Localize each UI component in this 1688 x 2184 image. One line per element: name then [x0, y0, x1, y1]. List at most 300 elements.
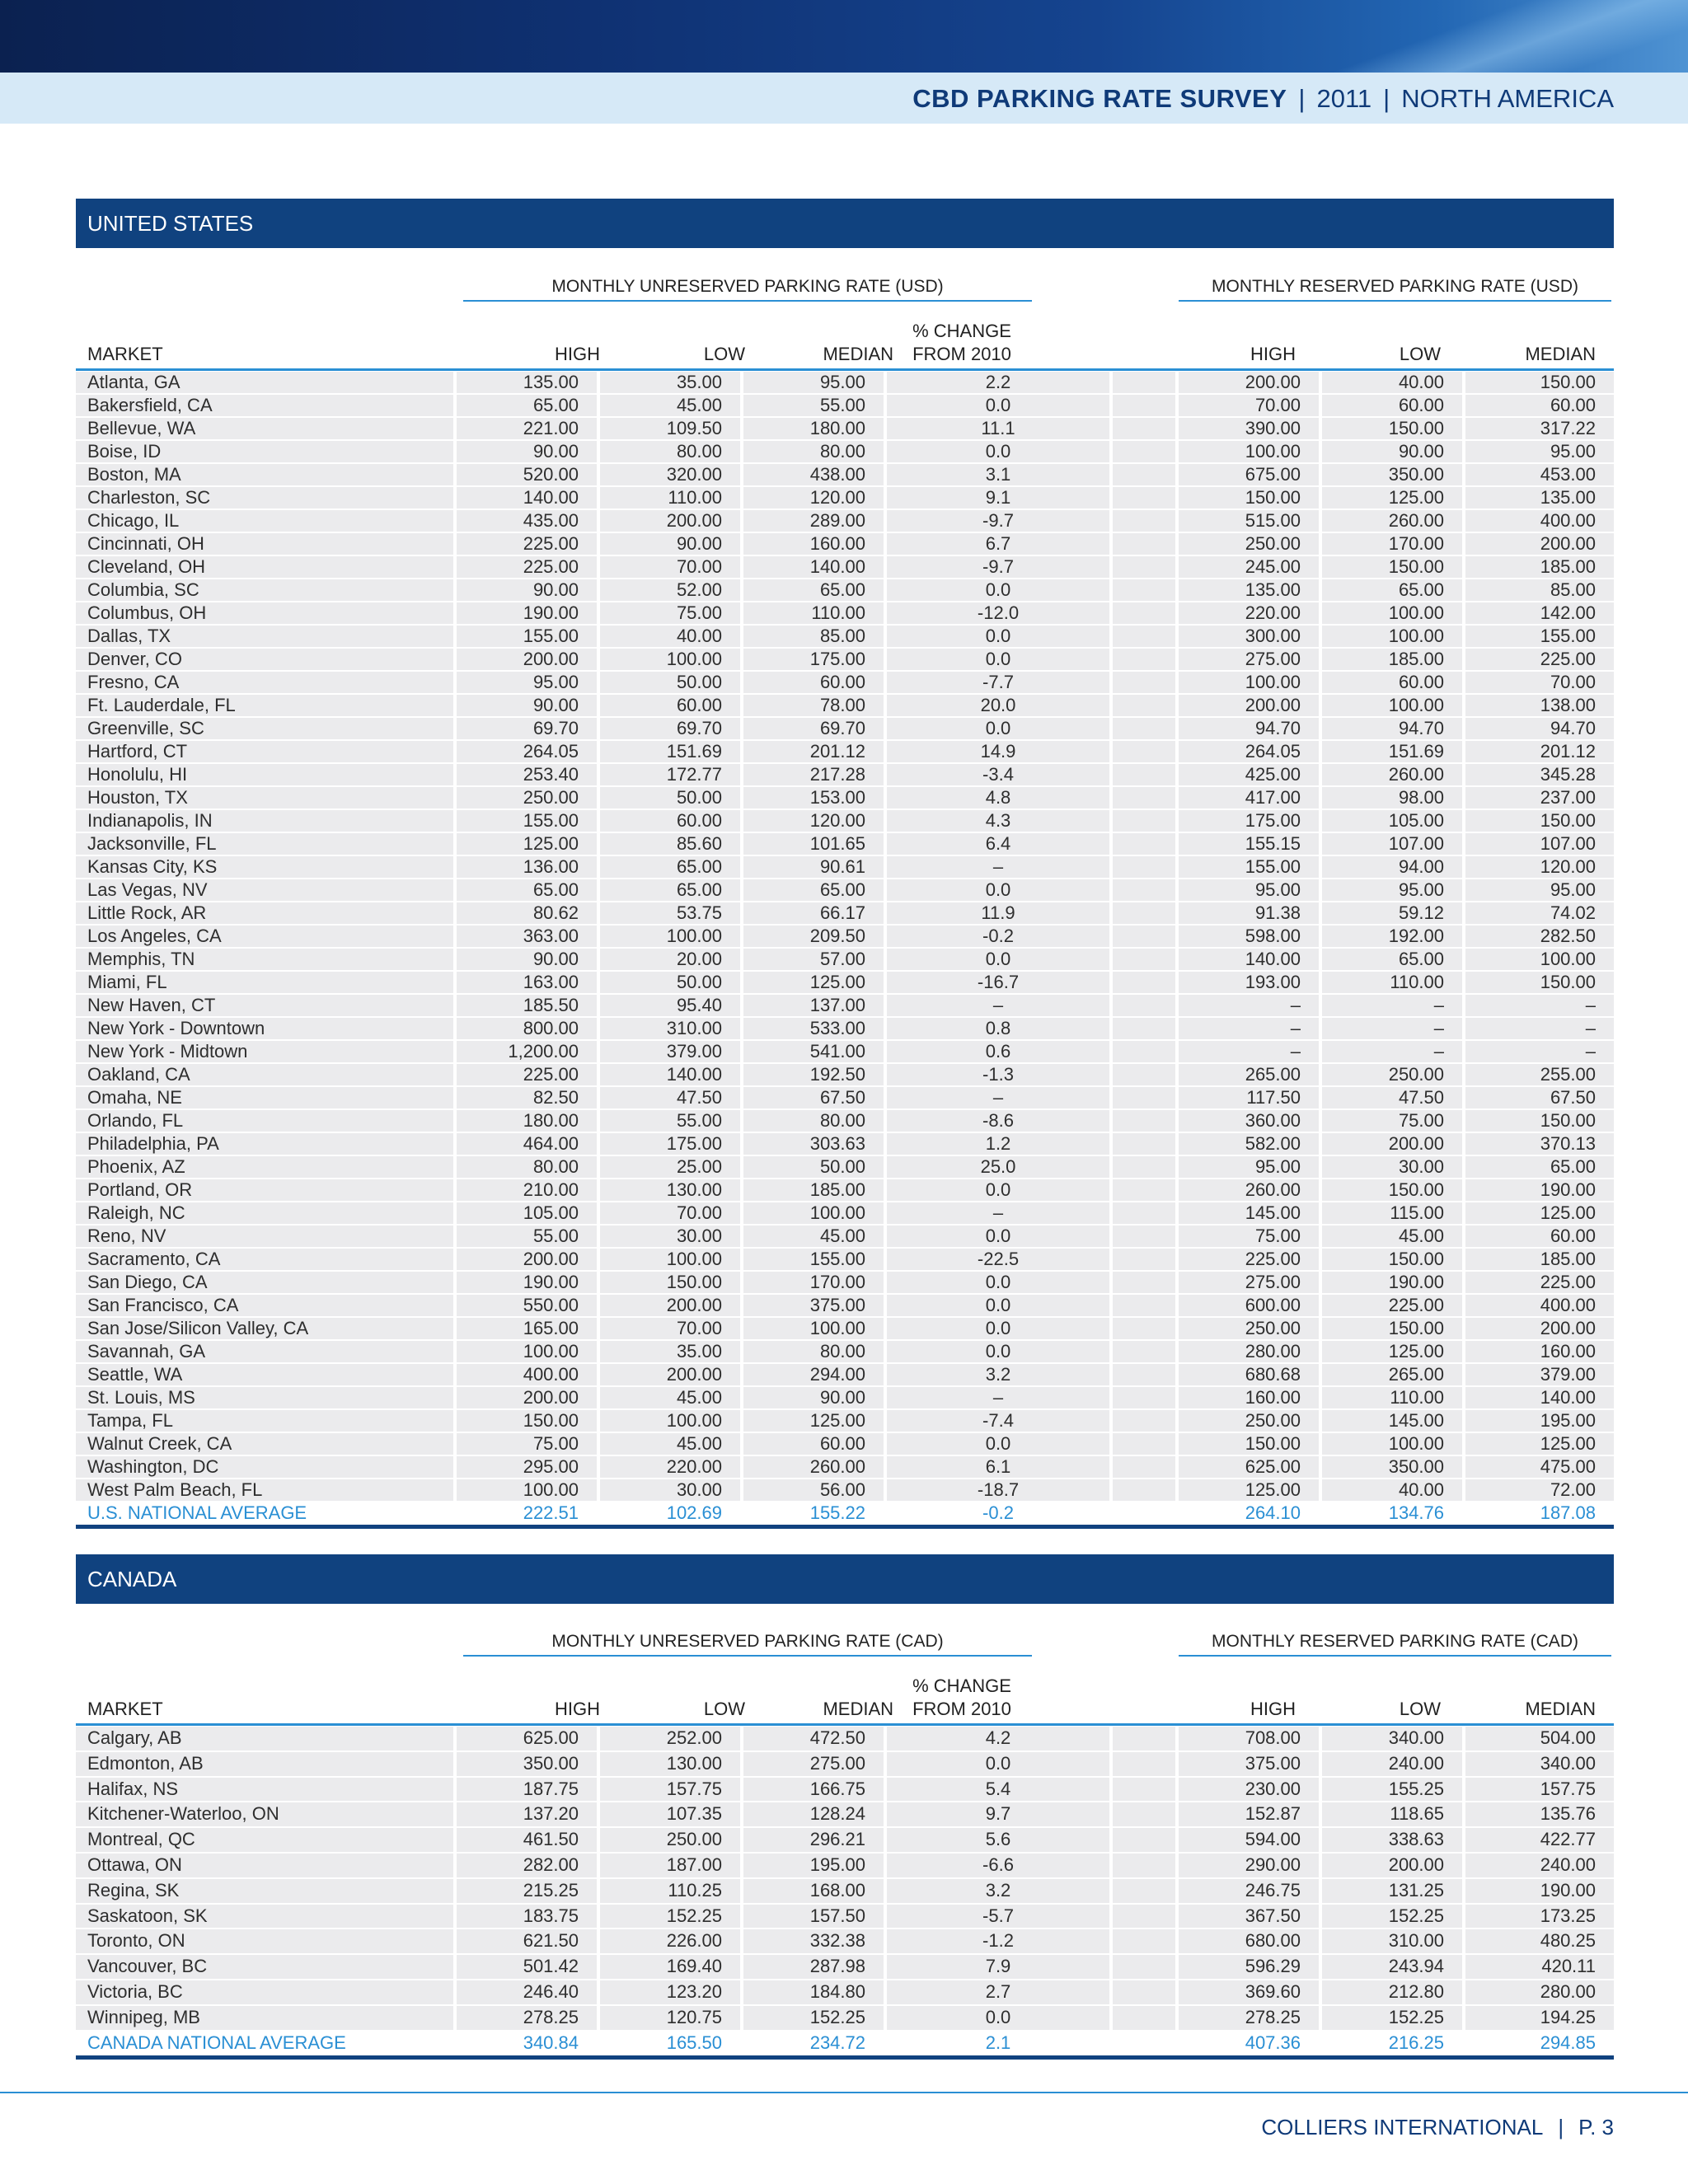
- unreserved-high-cell: 225.00: [457, 556, 597, 578]
- row-spacer: [1113, 926, 1175, 947]
- reserved-median-cell: 142.00: [1465, 602, 1614, 624]
- market-cell: Denver, CO: [76, 649, 453, 670]
- reserved-low-cell: 59.12: [1322, 902, 1462, 924]
- unreserved-median-cell: 95.00: [743, 372, 884, 393]
- reserved-high-cell: 152.87: [1179, 1802, 1319, 1826]
- table-row: [76, 1904, 1614, 1929]
- table-row: [76, 1409, 1614, 1432]
- table-row: [76, 671, 1614, 694]
- reserved-high-cell: –: [1179, 1041, 1319, 1062]
- row-spacer: [1113, 695, 1175, 716]
- market-cell: Saskatoon, SK: [76, 1905, 453, 1929]
- table-row: [76, 579, 1614, 602]
- reserved-median-cell: 150.00: [1465, 372, 1614, 393]
- unreserved-median-cell: 303.63: [743, 1133, 884, 1155]
- change-cell: 25.0: [887, 1156, 1109, 1178]
- table-row: [76, 1179, 1614, 1202]
- unreserved-high-cell: 95.00: [457, 672, 597, 693]
- reserved-high-cell: 155.15: [1179, 833, 1319, 855]
- row-spacer: [1113, 441, 1175, 462]
- unreserved-low-cell: 53.75: [600, 902, 740, 924]
- unreserved-high-cell: 278.25: [457, 2006, 597, 2030]
- unreserved-high-cell: 200.00: [457, 1387, 597, 1408]
- reserved-low-cell: 65.00: [1322, 949, 1462, 970]
- change-cell: -8.6: [887, 1110, 1109, 1132]
- reserved-high-cell: 70.00: [1179, 395, 1319, 416]
- row-spacer: [1113, 533, 1175, 555]
- unreserved-median-cell: 160.00: [743, 533, 884, 555]
- market-cell: CANADA NATIONAL AVERAGE: [87, 2032, 346, 2053]
- reserved-median-cell: 294.85: [1540, 2032, 1596, 2053]
- row-spacer: [1113, 764, 1175, 785]
- reserved-median-cell: 190.00: [1465, 1879, 1614, 1903]
- reserved-low-cell: 125.00: [1322, 487, 1462, 509]
- row-spacer: [1113, 972, 1175, 993]
- unreserved-high-cell: 222.51: [523, 1502, 579, 1523]
- market-cell: U.S. NATIONAL AVERAGE: [87, 1502, 307, 1523]
- unreserved-median-cell: 170.00: [743, 1272, 884, 1293]
- table-row: [76, 832, 1614, 855]
- change-cell: –: [887, 1387, 1109, 1408]
- market-cell: Calgary, AB: [76, 1727, 453, 1750]
- reserved-median-cell: 422.77: [1465, 1828, 1614, 1852]
- table-row: [76, 1726, 1614, 1751]
- col-header-change-line2: FROM 2010: [912, 1699, 1011, 1719]
- reserved-median-cell: 225.00: [1465, 649, 1614, 670]
- reserved-high-cell: 407.36: [1245, 2032, 1301, 2053]
- change-cell: -16.7: [887, 972, 1109, 993]
- table-row: [76, 1929, 1614, 1954]
- change-cell: 6.7: [887, 533, 1109, 555]
- col-header-res-high: HIGH: [1250, 344, 1296, 364]
- table-row: [76, 1827, 1614, 1853]
- reserved-high-cell: 94.70: [1179, 718, 1319, 739]
- unreserved-median-cell: 260.00: [743, 1456, 884, 1478]
- change-cell: 0.0: [887, 879, 1109, 901]
- row-spacer: [1113, 1249, 1175, 1270]
- table-row: [76, 855, 1614, 879]
- change-cell: -7.7: [887, 672, 1109, 693]
- market-cell: Los Angeles, CA: [76, 926, 453, 947]
- change-cell: 0.0: [887, 1341, 1109, 1362]
- reserved-median-cell: 400.00: [1465, 1295, 1614, 1316]
- unreserved-median-cell: 128.24: [743, 1802, 884, 1826]
- unreserved-median-cell: 201.12: [743, 741, 884, 762]
- unreserved-high-cell: 80.00: [457, 1156, 597, 1178]
- market-cell: Honolulu, HI: [76, 764, 453, 785]
- unreserved-median-cell: 209.50: [743, 926, 884, 947]
- reserved-high-cell: 675.00: [1179, 464, 1319, 485]
- reserved-high-cell: 125.00: [1179, 1479, 1319, 1501]
- reserved-median-cell: 255.00: [1465, 1064, 1614, 1085]
- unreserved-low-cell: 187.00: [600, 1854, 740, 1877]
- market-cell: Dallas, TX: [76, 626, 453, 647]
- change-cell: 0.0: [887, 949, 1109, 970]
- unreserved-high-cell: 190.00: [457, 602, 597, 624]
- table-row: [76, 1802, 1614, 1827]
- unreserved-high-cell: 215.25: [457, 1879, 597, 1903]
- change-cell: -0.2: [887, 926, 1109, 947]
- unreserved-median-cell: 65.00: [743, 579, 884, 601]
- title-separator: |: [1298, 84, 1306, 113]
- unreserved-median-cell: 153.00: [743, 787, 884, 808]
- reserved-high-cell: 95.00: [1179, 879, 1319, 901]
- row-spacer: [1113, 626, 1175, 647]
- unreserved-low-cell: 110.00: [600, 487, 740, 509]
- table-row: [76, 925, 1614, 948]
- row-spacer: [1113, 833, 1175, 855]
- market-cell: Kansas City, KS: [76, 856, 453, 878]
- row-spacer: [1113, 1226, 1175, 1247]
- reserved-low-cell: 150.00: [1322, 556, 1462, 578]
- reserved-high-cell: 140.00: [1179, 949, 1319, 970]
- unreserved-high-cell: 253.40: [457, 764, 597, 785]
- reserved-median-cell: 100.00: [1465, 949, 1614, 970]
- change-cell: 9.7: [887, 1802, 1109, 1826]
- canada-average-rule: [76, 2055, 1614, 2060]
- table-row: [76, 902, 1614, 925]
- section-title: UNITED STATES: [87, 211, 254, 236]
- unreserved-median-cell: 185.00: [743, 1179, 884, 1201]
- reserved-high-cell: 280.00: [1179, 1341, 1319, 1362]
- unreserved-low-cell: 109.50: [600, 418, 740, 439]
- unreserved-low-cell: 252.00: [600, 1727, 740, 1750]
- unreserved-median-cell: 180.00: [743, 418, 884, 439]
- table-row: [76, 1386, 1614, 1409]
- row-spacer: [1113, 1295, 1175, 1316]
- unreserved-high-cell: 282.00: [457, 1854, 597, 1877]
- col-header-res-low: LOW: [1399, 1699, 1441, 1719]
- reserved-high-cell: 369.60: [1179, 1980, 1319, 2004]
- market-cell: St. Louis, MS: [76, 1387, 453, 1408]
- reserved-low-cell: 155.25: [1322, 1778, 1462, 1802]
- unreserved-median-cell: 472.50: [743, 1727, 884, 1750]
- unreserved-low-cell: 100.00: [600, 1410, 740, 1432]
- table-row: [76, 486, 1614, 509]
- unreserved-low-cell: 200.00: [600, 1364, 740, 1385]
- col-header-median: MEDIAN: [823, 1699, 893, 1719]
- unreserved-low-cell: 30.00: [600, 1479, 740, 1501]
- unreserved-low-cell: 250.00: [600, 1828, 740, 1852]
- change-cell: -0.2: [982, 1502, 1014, 1523]
- unreserved-median-cell: 375.00: [743, 1295, 884, 1316]
- reserved-median-cell: 237.00: [1465, 787, 1614, 808]
- unreserved-low-cell: 165.50: [666, 2032, 722, 2053]
- reserved-low-cell: 110.00: [1322, 1387, 1462, 1408]
- reserved-high-cell: 91.38: [1179, 902, 1319, 924]
- col-header-high: HIGH: [555, 344, 600, 364]
- unreserved-high-cell: 625.00: [457, 1727, 597, 1750]
- reserved-low-cell: 192.00: [1322, 926, 1462, 947]
- reserved-median-cell: 85.00: [1465, 579, 1614, 601]
- row-spacer: [1113, 464, 1175, 485]
- unreserved-high-cell: 90.00: [457, 579, 597, 601]
- unreserved-high-cell: 435.00: [457, 510, 597, 532]
- reserved-high-cell: 290.00: [1179, 1854, 1319, 1877]
- unreserved-high-cell: 461.50: [457, 1828, 597, 1852]
- reserved-median-cell: 200.00: [1465, 1318, 1614, 1339]
- row-spacer: [1113, 1179, 1175, 1201]
- unreserved-high-cell: 180.00: [457, 1110, 597, 1132]
- change-cell: 6.4: [887, 833, 1109, 855]
- reserved-median-cell: 60.00: [1465, 395, 1614, 416]
- unreserved-low-cell: 172.77: [600, 764, 740, 785]
- reserved-low-cell: 200.00: [1322, 1854, 1462, 1877]
- change-cell: 0.0: [887, 718, 1109, 739]
- change-cell: 1.2: [887, 1133, 1109, 1155]
- col-header-market: MARKET: [87, 1699, 163, 1719]
- reserved-median-cell: 138.00: [1465, 695, 1614, 716]
- table-row: [76, 1878, 1614, 1904]
- reserved-high-cell: 175.00: [1179, 810, 1319, 832]
- row-spacer: [1113, 741, 1175, 762]
- reserved-high-cell: 260.00: [1179, 1179, 1319, 1201]
- reserved-high-cell: 100.00: [1179, 441, 1319, 462]
- unreserved-high-cell: 155.00: [457, 810, 597, 832]
- row-spacer: [1113, 1433, 1175, 1455]
- unreserved-median-cell: 125.00: [743, 972, 884, 993]
- row-spacer: [1113, 395, 1175, 416]
- row-spacer: [1113, 1064, 1175, 1085]
- reserved-low-cell: 150.00: [1322, 1249, 1462, 1270]
- unreserved-median-cell: 80.00: [743, 1110, 884, 1132]
- table-row: [76, 509, 1614, 532]
- change-cell: 0.0: [887, 1295, 1109, 1316]
- unreserved-high-cell: 100.00: [457, 1479, 597, 1501]
- unreserved-median-cell: 78.00: [743, 695, 884, 716]
- reserved-high-cell: 100.00: [1179, 672, 1319, 693]
- market-cell: Phoenix, AZ: [76, 1156, 453, 1178]
- market-cell: Cincinnati, OH: [76, 533, 453, 555]
- reserved-low-cell: –: [1322, 995, 1462, 1016]
- reserved-high-cell: 117.50: [1179, 1087, 1319, 1108]
- section-header-us: [76, 199, 1614, 248]
- table-row: [76, 763, 1614, 786]
- table-row: [76, 1109, 1614, 1132]
- row-spacer: [1113, 1802, 1175, 1826]
- reserved-low-cell: 216.25: [1388, 2032, 1444, 2053]
- reserved-median-cell: 74.02: [1465, 902, 1614, 924]
- row-spacer: [1113, 579, 1175, 601]
- unreserved-median-cell: 69.70: [743, 718, 884, 739]
- row-spacer: [1113, 372, 1175, 393]
- national-average-row: [76, 1502, 1614, 1525]
- reserved-median-cell: –: [1465, 1018, 1614, 1039]
- unreserved-median-cell: 332.38: [743, 1929, 884, 1953]
- market-cell: Ottawa, ON: [76, 1854, 453, 1877]
- market-cell: Bakersfield, CA: [76, 395, 453, 416]
- table-row: [76, 786, 1614, 809]
- change-cell: –: [887, 1087, 1109, 1108]
- unreserved-high-cell: 400.00: [457, 1364, 597, 1385]
- unreserved-high-cell: 185.50: [457, 995, 597, 1016]
- reserved-low-cell: 60.00: [1322, 672, 1462, 693]
- reserved-low-cell: 110.00: [1322, 972, 1462, 993]
- table-row: [76, 994, 1614, 1017]
- reserved-low-cell: 150.00: [1322, 418, 1462, 439]
- reserved-low-cell: 131.25: [1322, 1879, 1462, 1903]
- reserved-low-cell: 185.00: [1322, 649, 1462, 670]
- reserved-high-cell: 598.00: [1179, 926, 1319, 947]
- row-spacer: [1113, 1479, 1175, 1501]
- unreserved-high-cell: 140.00: [457, 487, 597, 509]
- change-cell: -7.4: [887, 1410, 1109, 1432]
- reserved-high-cell: 200.00: [1179, 372, 1319, 393]
- unreserved-high-cell: 210.00: [457, 1179, 597, 1201]
- unreserved-low-cell: 70.00: [600, 1318, 740, 1339]
- reserved-low-cell: 75.00: [1322, 1110, 1462, 1132]
- unreserved-high-cell: 200.00: [457, 649, 597, 670]
- banner-highlight: [1292, 0, 1688, 73]
- reserved-low-cell: 265.00: [1322, 1364, 1462, 1385]
- reserved-median-cell: 60.00: [1465, 1226, 1614, 1247]
- unreserved-high-cell: 550.00: [457, 1295, 597, 1316]
- market-cell: Memphis, TN: [76, 949, 453, 970]
- row-spacer: [1113, 1955, 1175, 1979]
- reserved-low-cell: 151.69: [1322, 741, 1462, 762]
- unreserved-low-cell: 60.00: [600, 810, 740, 832]
- reserved-low-cell: 115.00: [1322, 1202, 1462, 1224]
- unreserved-low-cell: 69.70: [600, 718, 740, 739]
- row-spacer: [1113, 995, 1175, 1016]
- unreserved-high-cell: 295.00: [457, 1456, 597, 1478]
- market-cell: West Palm Beach, FL: [76, 1479, 453, 1501]
- unreserved-median-cell: 287.98: [743, 1955, 884, 1979]
- unreserved-median-cell: 195.00: [743, 1854, 884, 1877]
- unreserved-median-cell: 125.00: [743, 1410, 884, 1432]
- unreserved-high-cell: 75.00: [457, 1433, 597, 1455]
- unreserved-group-rule: [463, 300, 1032, 302]
- unreserved-high-cell: 363.00: [457, 926, 597, 947]
- unreserved-median-cell: 100.00: [743, 1318, 884, 1339]
- table-row: [76, 1777, 1614, 1802]
- unreserved-low-cell: 55.00: [600, 1110, 740, 1132]
- row-spacer: [1113, 1905, 1175, 1929]
- table-row: [76, 440, 1614, 463]
- unreserved-low-cell: 50.00: [600, 787, 740, 808]
- market-cell: Orlando, FL: [76, 1110, 453, 1132]
- unreserved-low-cell: 200.00: [600, 510, 740, 532]
- market-cell: Cleveland, OH: [76, 556, 453, 578]
- unreserved-low-cell: 150.00: [600, 1272, 740, 1293]
- row-spacer: [1113, 787, 1175, 808]
- market-cell: Kitchener-Waterloo, ON: [76, 1802, 453, 1826]
- market-cell: San Diego, CA: [76, 1272, 453, 1293]
- unreserved-median-cell: 110.00: [743, 602, 884, 624]
- unreserved-low-cell: 85.60: [600, 833, 740, 855]
- table-row: [76, 602, 1614, 625]
- unreserved-high-cell: 340.84: [523, 2032, 579, 2053]
- unreserved-median-cell: 234.72: [809, 2032, 865, 2053]
- change-cell: 3.2: [887, 1364, 1109, 1385]
- market-cell: Columbus, OH: [76, 602, 453, 624]
- unreserved-high-cell: 225.00: [457, 533, 597, 555]
- reserved-high-cell: 275.00: [1179, 649, 1319, 670]
- reserved-high-cell: 160.00: [1179, 1387, 1319, 1408]
- market-cell: Atlanta, GA: [76, 372, 453, 393]
- page-footer: [1261, 2115, 1614, 2140]
- row-spacer: [1113, 1156, 1175, 1178]
- unreserved-median-cell: 60.00: [743, 1433, 884, 1455]
- reserved-median-cell: 155.00: [1465, 626, 1614, 647]
- unreserved-low-cell: 52.00: [600, 579, 740, 601]
- unreserved-high-cell: 100.00: [457, 1341, 597, 1362]
- reserved-low-cell: 243.94: [1322, 1955, 1462, 1979]
- unreserved-high-cell: 464.00: [457, 1133, 597, 1155]
- footer-rule: [0, 2092, 1688, 2093]
- reserved-median-cell: 340.00: [1465, 1752, 1614, 1776]
- reserved-high-cell: –: [1179, 1018, 1319, 1039]
- reserved-high-cell: 375.00: [1179, 1752, 1319, 1776]
- reserved-low-cell: 98.00: [1322, 787, 1462, 808]
- unreserved-high-cell: 65.00: [457, 879, 597, 901]
- unreserved-low-cell: 35.00: [600, 1341, 740, 1362]
- row-spacer: [1113, 1854, 1175, 1877]
- reserved-low-cell: 65.00: [1322, 579, 1462, 601]
- col-header-res-median: MEDIAN: [1525, 344, 1596, 364]
- change-cell: –: [887, 1202, 1109, 1224]
- market-cell: Greenville, SC: [76, 718, 453, 739]
- market-cell: Houston, TX: [76, 787, 453, 808]
- row-spacer: [1113, 949, 1175, 970]
- change-cell: 7.9: [887, 1955, 1109, 1979]
- report-region: NORTH AMERICA: [1401, 84, 1614, 113]
- table-row: [76, 532, 1614, 555]
- unreserved-high-cell: 183.75: [457, 1905, 597, 1929]
- market-cell: Victoria, BC: [76, 1980, 453, 2004]
- unreserved-median-cell: 175.00: [743, 649, 884, 670]
- row-spacer: [1113, 1272, 1175, 1293]
- reserved-median-cell: 160.00: [1465, 1341, 1614, 1362]
- row-spacer: [1113, 418, 1175, 439]
- reserved-median-cell: 225.00: [1465, 1272, 1614, 1293]
- unreserved-high-cell: 621.50: [457, 1929, 597, 1953]
- change-cell: 0.0: [887, 2006, 1109, 2030]
- reserved-high-cell: 135.00: [1179, 579, 1319, 601]
- row-spacer: [1113, 1202, 1175, 1224]
- change-cell: -9.7: [887, 556, 1109, 578]
- table-row: [76, 417, 1614, 440]
- col-header-market: MARKET: [87, 344, 163, 364]
- change-cell: 0.0: [887, 1226, 1109, 1247]
- change-cell: 2.2: [887, 372, 1109, 393]
- table-row: [76, 809, 1614, 832]
- change-cell: 11.1: [887, 418, 1109, 439]
- unreserved-high-cell: 165.00: [457, 1318, 597, 1339]
- unreserved-low-cell: 95.40: [600, 995, 740, 1016]
- unreserved-low-cell: 379.00: [600, 1041, 740, 1062]
- reserved-low-cell: 145.00: [1322, 1410, 1462, 1432]
- table-row: [76, 371, 1614, 394]
- reserved-high-cell: 390.00: [1179, 418, 1319, 439]
- table-row: [76, 879, 1614, 902]
- reserved-median-cell: 504.00: [1465, 1727, 1614, 1750]
- unreserved-low-cell: 75.00: [600, 602, 740, 624]
- unreserved-low-cell: 40.00: [600, 626, 740, 647]
- market-cell: Las Vegas, NV: [76, 879, 453, 901]
- unreserved-low-cell: 20.00: [600, 949, 740, 970]
- table-row: [76, 1479, 1614, 1502]
- unreserved-high-cell: 137.20: [457, 1802, 597, 1826]
- row-spacer: [1113, 1387, 1175, 1408]
- reserved-median-cell: 345.28: [1465, 764, 1614, 785]
- market-cell: Seattle, WA: [76, 1364, 453, 1385]
- reserved-low-cell: 100.00: [1322, 626, 1462, 647]
- unreserved-median-cell: 155.22: [809, 1502, 865, 1523]
- table-row: [76, 1202, 1614, 1225]
- table-row: [76, 1017, 1614, 1040]
- unreserved-median-cell: 90.61: [743, 856, 884, 878]
